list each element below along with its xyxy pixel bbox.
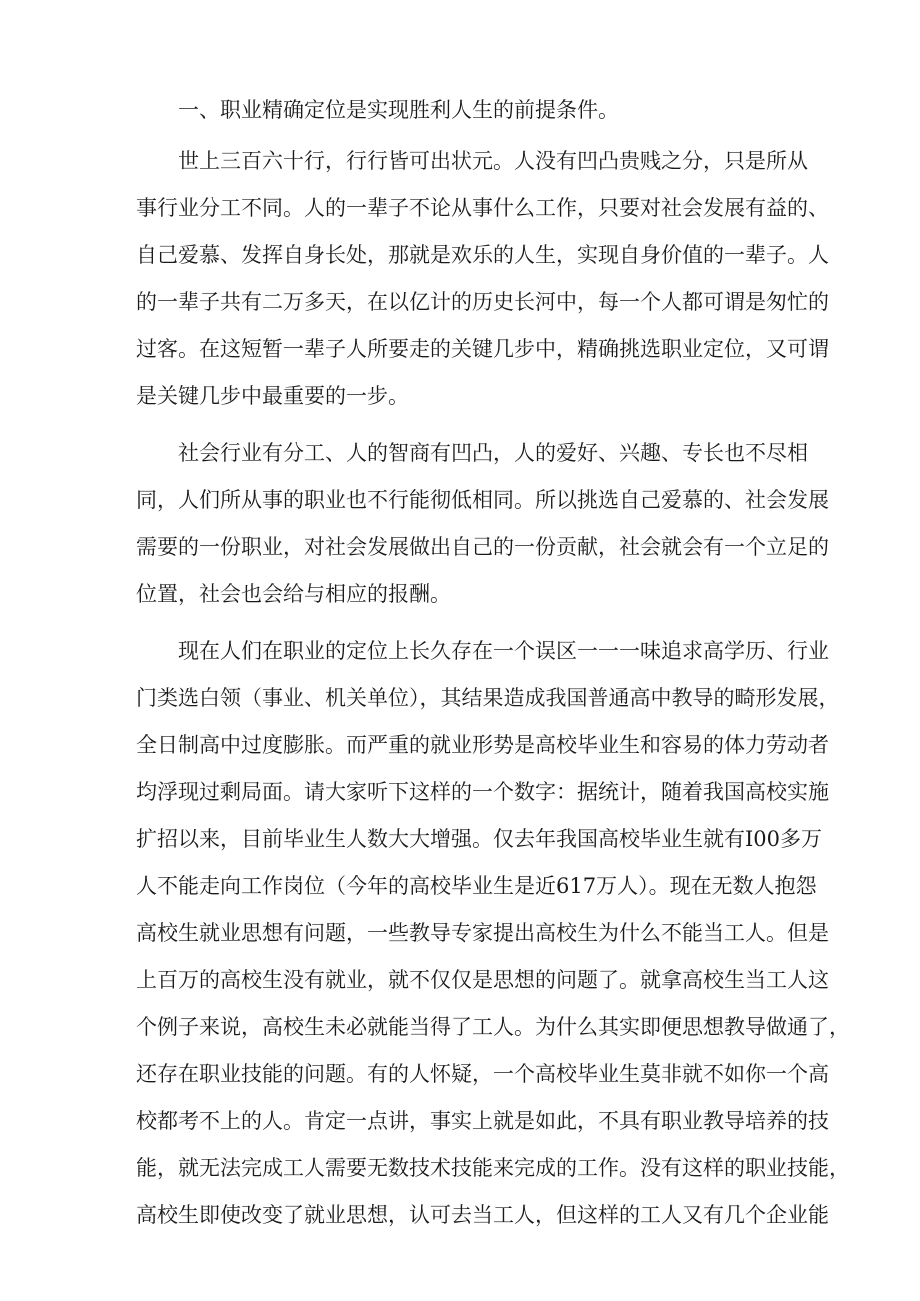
paragraph-3-line-1: 现在人们在职业的定位上长久存在一个误区一一一味追求高学历、行业: [178, 639, 829, 663]
paragraph-2-line-4: 位置，社会也会给与相应的报酬。: [136, 582, 451, 606]
paragraph-3-line-4: 均浮现过剩局面。请大家听下这样的一个数字：据统计，随着我国高校实施: [136, 780, 829, 804]
paragraph-1-line-6: 是关键几步中最重要的一步。: [136, 384, 409, 408]
paragraph-2-line-3: 需要的一份职业，对社会发展做出自己的一份贡献，社会就会有一个立足的: [136, 535, 829, 559]
paragraph-3-line-8: 上百万的高校生没有就业，就不仅仅是思想的问题了。就拿高校生当工人这: [136, 968, 829, 992]
paragraph-2-line-2: 同，人们所从事的职业也不行能彻低相同。所以挑选自己爱慕的、社会发展: [136, 488, 829, 512]
paragraph-1-line-2: 事行业分工不同。人的一辈子不论从事什么工作，只要对社会发展有益的、: [136, 196, 829, 220]
paragraph-1-line-1: 世上三百六十行，行行皆可出状元。人没有凹凸贵贱之分，只是所从: [178, 149, 808, 173]
paragraph-3-line-9: 个例子来说，高校生未必就能当得了工人。为什么其实即便思想教导做通了，: [136, 1015, 850, 1039]
paragraph-1-line-3: 自己爱慕、发挥自身长处，那就是欢乐的人生，实现自身价值的一辈子。人: [136, 243, 829, 267]
paragraph-3-line-2: 门类选白领（事业、机关单位），其结果造成我国普通高中教导的畸形发展，: [136, 686, 840, 710]
paragraph-3-line-3: 全日制高中过度膨胀。而严重的就业形势是高校毕业生和容易的体力劳动者: [136, 733, 829, 757]
paragraph-2-line-1: 社会行业有分工、人的智商有凹凸，人的爱好、兴趣、专长也不尽相: [178, 441, 808, 465]
paragraph-3-line-6: 人不能走向工作岗位（今年的高校毕业生是近617万人）。现在无数人抱怨: [136, 874, 817, 898]
paragraph-3-line-10: 还存在职业技能的问题。有的人怀疑，一个高校毕业生莫非就不如你一个高: [136, 1062, 829, 1086]
section-heading: 一、职业精确定位是实现胜利人生的前提条件。: [178, 98, 619, 122]
paragraph-3-line-12: 能，就无法完成工人需要无数技术技能来完成的工作。没有这样的职业技能，: [136, 1156, 850, 1180]
paragraph-3-line-5: 扩招以来，目前毕业生人数大大增强。仅去年我国高校毕业生就有I00多万: [136, 827, 823, 851]
paragraph-3-line-7: 高校生就业思想有问题，一些教导专家提出高校生为什么不能当工人。但是: [136, 921, 829, 945]
paragraph-3-line-13: 高校生即使改变了就业思想，认可去当工人，但这样的工人又有几个企业能: [136, 1203, 829, 1227]
paragraph-1-line-5: 过客。在这短暂一辈子人所要走的关键几步中，精确挑选职业定位，又可谓: [136, 337, 829, 361]
paragraph-3-line-11: 校都考不上的人。肯定一点讲，事实上就是如此，不具有职业教导培养的技: [136, 1109, 829, 1133]
paragraph-1-line-4: 的一辈子共有二万多天，在以亿计的历史长河中，每一个人都可谓是匆忙的: [136, 290, 829, 314]
